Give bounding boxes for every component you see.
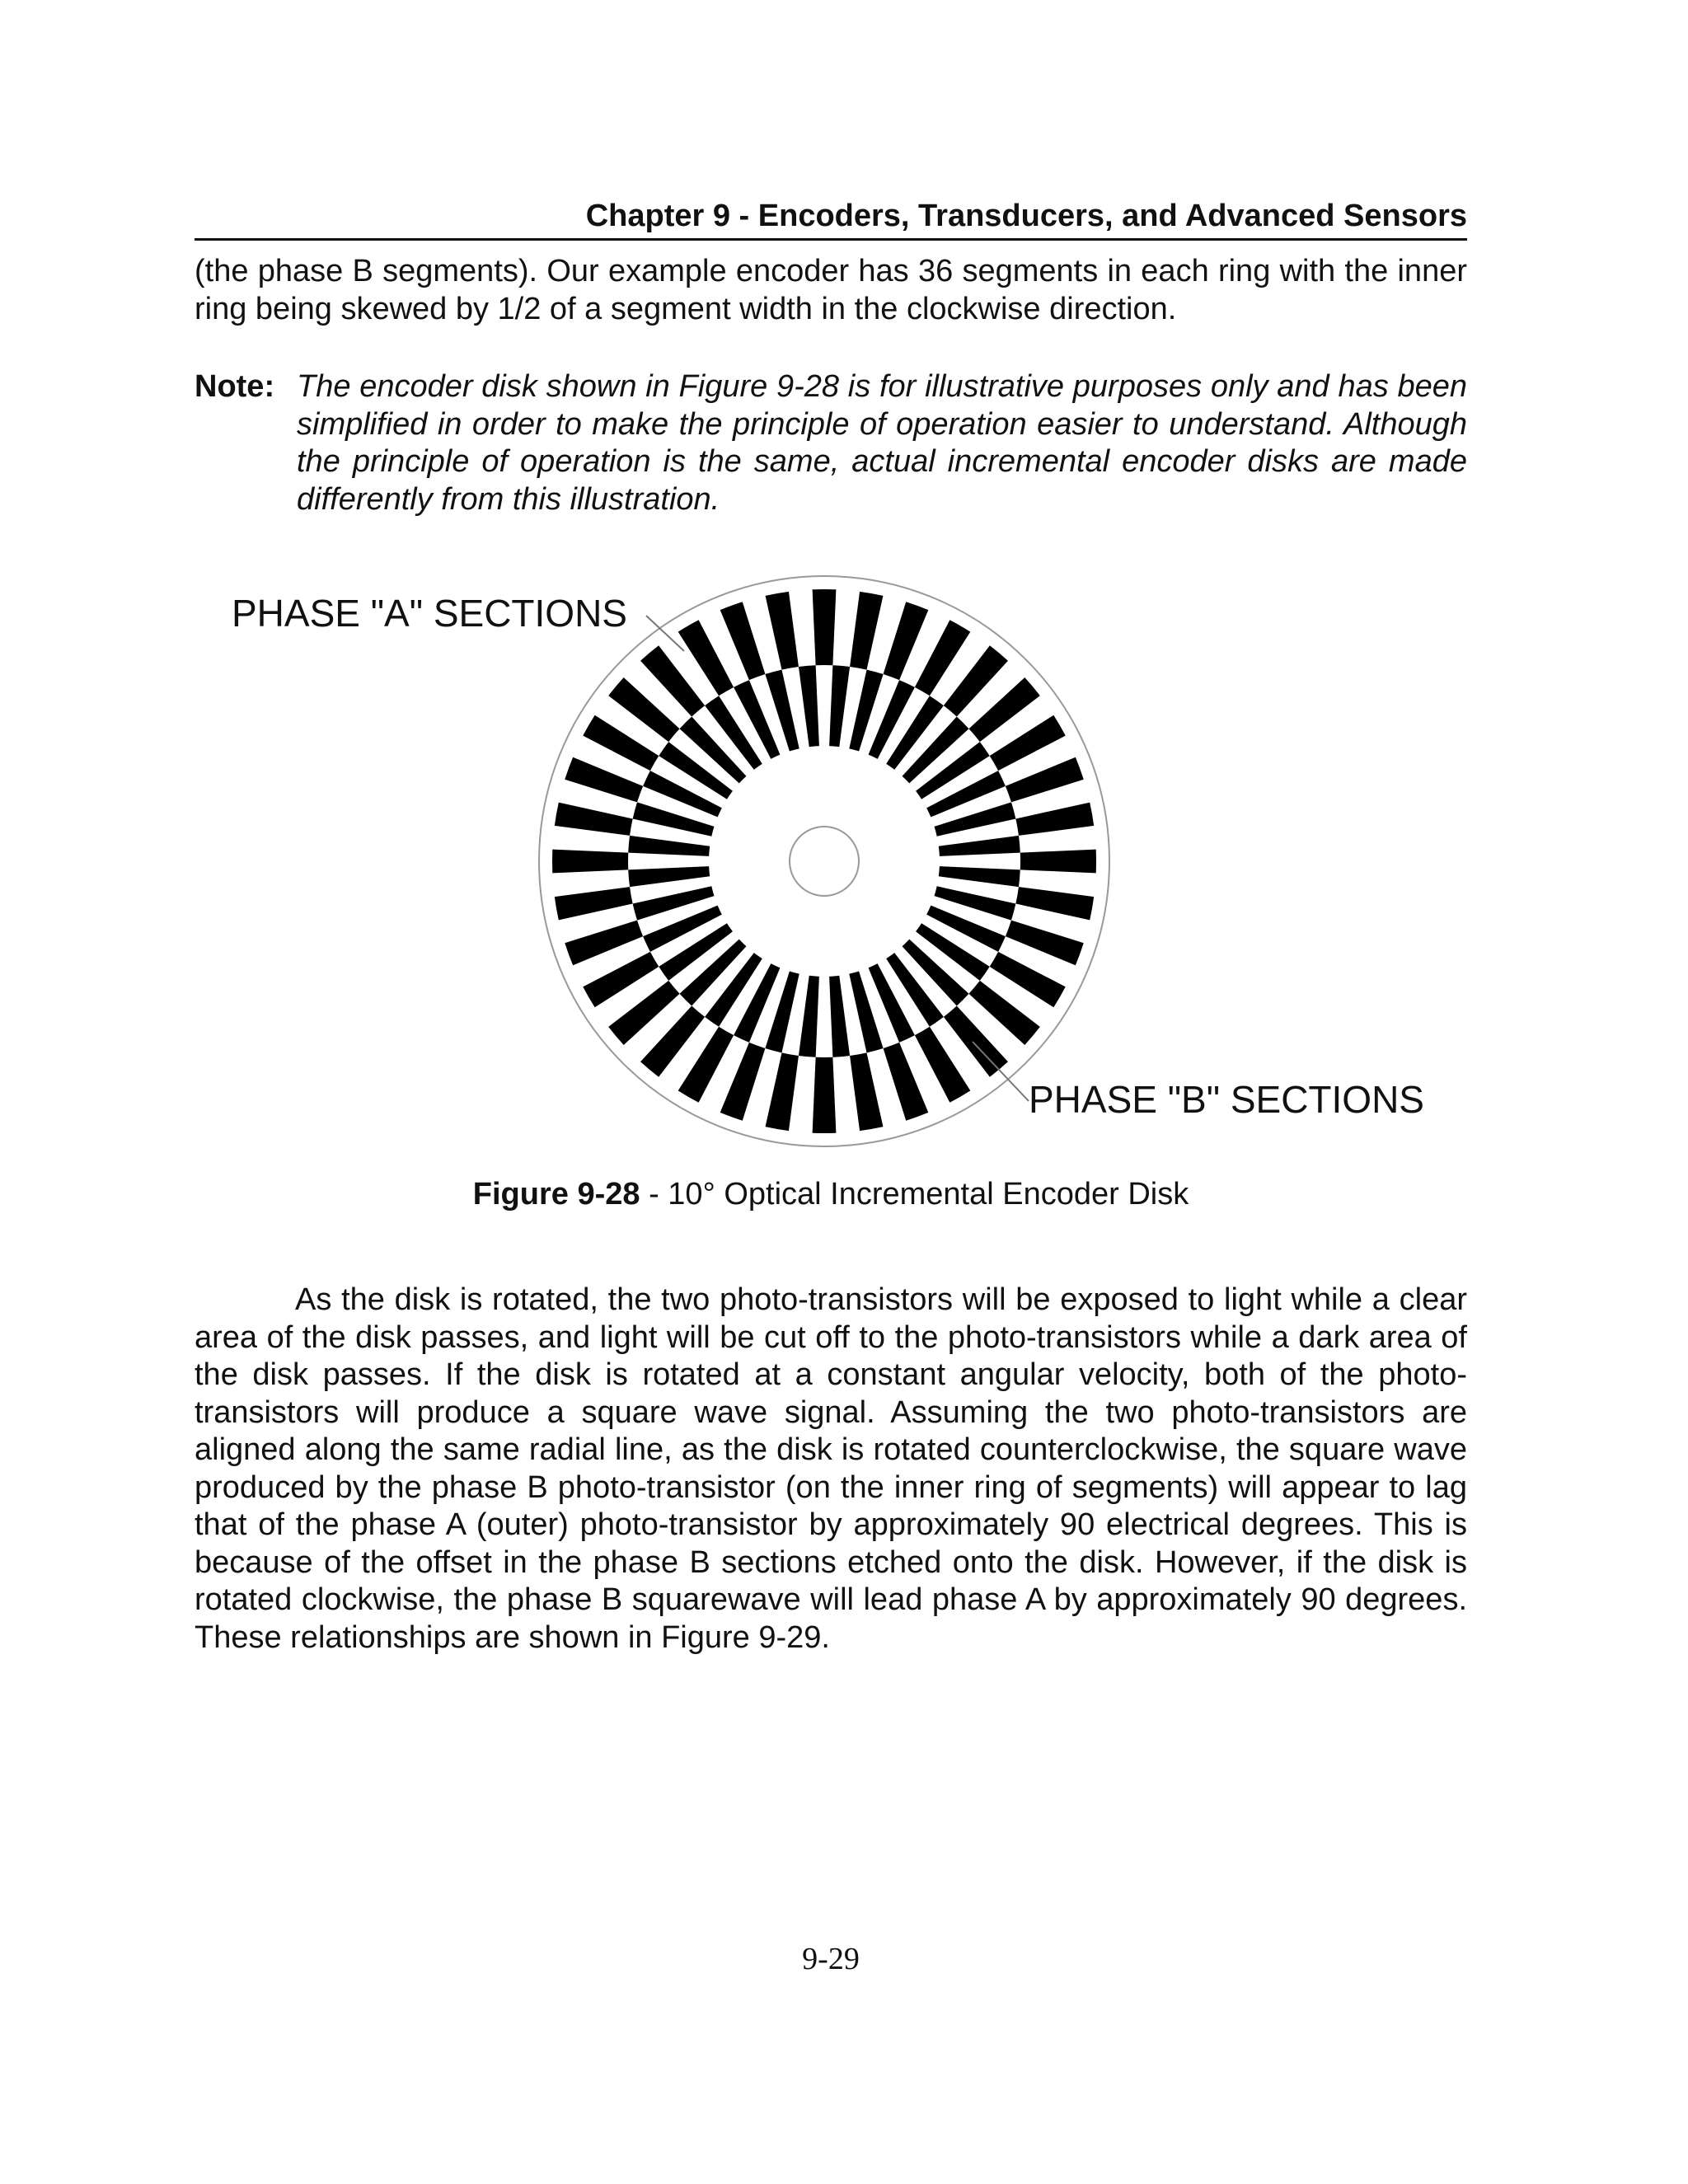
phase-a-segment: [565, 921, 643, 966]
phase-a-segment: [1006, 757, 1084, 803]
phase-a-segment: [720, 602, 766, 680]
phase-b-segment: [799, 976, 819, 1057]
label-phase-a-sections: PHASE "A" SECTIONS: [232, 592, 627, 635]
phase-b-segment: [628, 866, 710, 887]
note-text: The encoder disk shown in Figure 9-28 is for illustrative purposes only and has been simplified in order to make the principle of operation easier to understand. Although the principle of operation is the same, actual incremental encoder disks are made differently from this illustration.: [297, 369, 1467, 517]
chapter-header: Chapter 9 - Encoders, Transducers, and Advanced Sensors: [585, 199, 1467, 233]
disk-center-hub: [790, 827, 859, 896]
leader-line-phase-b: [973, 1042, 1029, 1101]
phase-a-segment: [884, 1043, 929, 1121]
figure-encoder-disk: [195, 569, 1467, 1162]
phase-a-segment: [813, 1057, 837, 1133]
paragraph-rotation: As the disk is rotated, the two photo-transistors will be exposed to light while a clear area of the disk passes, and light will be cut off to the photo-transistors while a dark area of the disk passes. If the disk is rotated at a constant angular velocity, both of the photo-transistors will produce a square wave signal. Assuming the two photo-transistors are aligned along the same radial line, as the disk is rotated counterclockwise, the square wave produced by the phase B photo-transistor (on the inner ring of segments) will appear to lag that of the phase A (outer) photo-transistor by approximately 90 electrical degrees. This is because of the offset in the phase B sections etched onto the disk. However, if the disk is rotated clockwise, the phase B squarewave will lead phase A by approximately 90 degrees. These relationships are shown in Figure 9-29.: [195, 1282, 1467, 1655]
phase-a-segment: [1015, 887, 1094, 920]
phase-a-segment: [766, 1052, 799, 1131]
phase-a-segment: [766, 592, 799, 670]
phase-a-segment: [884, 602, 929, 680]
figure-caption-label: Figure 9-28: [472, 1177, 640, 1212]
phase-a-segment: [813, 589, 837, 665]
label-phase-b-sections: PHASE "B" SECTIONS: [1029, 1078, 1424, 1121]
phase-b-segment: [628, 836, 710, 856]
phase-a-segment: [555, 887, 633, 920]
figure-caption-separator: -: [640, 1177, 668, 1212]
phase-a-segment: [1006, 921, 1084, 966]
phase-a-segment: [720, 1043, 766, 1121]
figure-caption: [195, 1174, 1467, 1214]
note-label: Note:: [195, 369, 275, 404]
phase-b-segment: [939, 836, 1020, 856]
header-rule: [195, 238, 1467, 241]
phase-b-segment: [829, 976, 850, 1057]
figure-caption-text: 10° Optical Incremental Encoder Disk: [668, 1177, 1189, 1212]
phase-a-segment: [565, 757, 643, 803]
phase-a-segment: [555, 803, 633, 836]
encoder-disk-diagram: [195, 569, 1467, 1162]
phase-a-segment: [552, 850, 628, 874]
phase-a-segment: [850, 1052, 883, 1131]
phase-b-segment: [799, 665, 819, 747]
page-number: 9-29: [802, 1942, 860, 1976]
phase-b-segment: [939, 866, 1020, 887]
phase-b-segment: [829, 665, 850, 747]
phase-a-segment: [850, 592, 883, 670]
phase-a-segment: [1015, 803, 1094, 836]
note-block: [195, 368, 1467, 518]
phase-a-segment: [1020, 850, 1096, 874]
disk-segments: [552, 589, 1096, 1133]
paragraph-intro: (the phase B segments). Our example encoder has 36 segments in each ring with the inner ring being skewed by 1/2 of a segment width in the clockwise direction.: [195, 254, 1467, 326]
